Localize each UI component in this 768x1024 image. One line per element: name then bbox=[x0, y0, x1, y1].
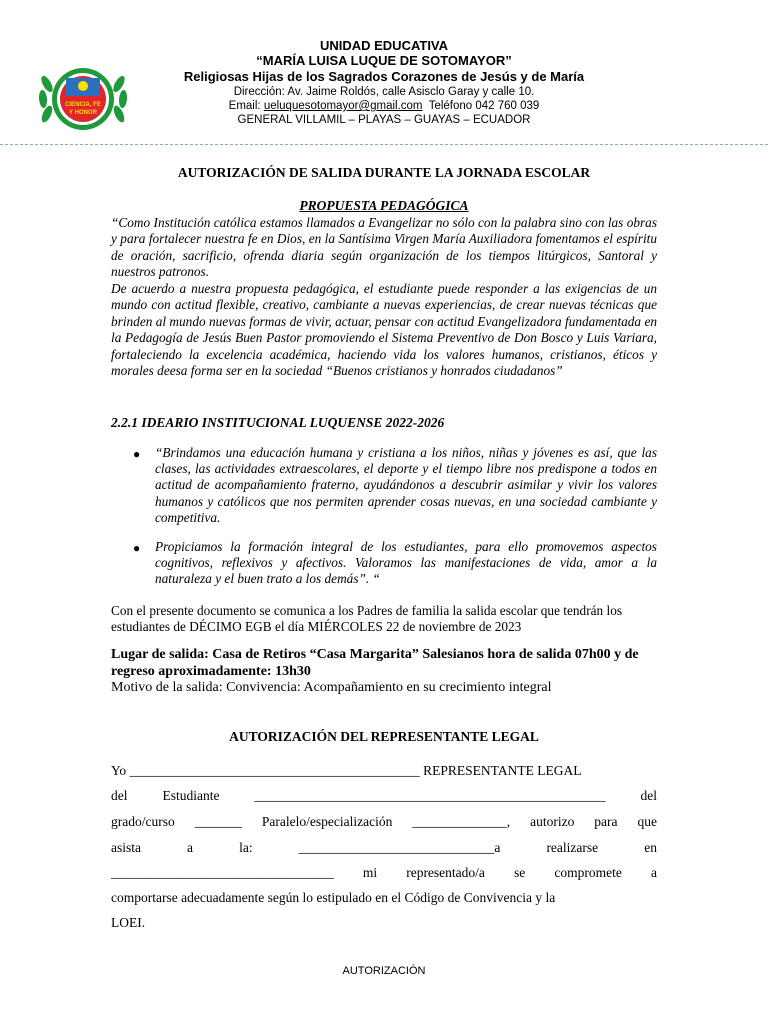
form-mi: mi bbox=[362, 865, 378, 880]
form-line-7: LOEI. bbox=[111, 915, 146, 930]
form-asista: asista bbox=[111, 840, 141, 855]
form-para: para bbox=[594, 814, 618, 829]
letterhead-location: GENERAL VILLAMIL – PLAYAS – GUAYAS – ECUADOR bbox=[237, 114, 531, 126]
logo-text-2: Y HONOR bbox=[69, 110, 97, 116]
form-yo: Yo bbox=[111, 763, 127, 778]
form-line-1 bbox=[111, 763, 657, 779]
form-line-3 bbox=[111, 814, 657, 830]
departure-info: Lugar de salida: Casa de Retiros “Casa Margarita” Salesianos hora de salida 07h00 y de regreso aproximadamente: 13h30 bbox=[111, 647, 639, 679]
letterhead-address: Dirección: Av. Jaime Roldós, calle Asisclo Garay y calle 10. bbox=[233, 86, 535, 98]
form-autorizo: autorizo bbox=[530, 814, 575, 829]
form-que: que bbox=[637, 814, 657, 829]
bullet-item-2: Propiciamos la formación integral de los estudiantes, para ello promovemos aspectos cognitivos, reflexivos y afectivos. Valoramos las manifestaciones de vida, amor a la naturaleza y el buen trato a los demás”. “ bbox=[155, 539, 657, 587]
letterhead-congregation: Religiosas Hijas de los Sagrados Corazones de Jesús y de María bbox=[183, 69, 585, 84]
form-representante: REPRESENTANTE LEGAL bbox=[423, 763, 582, 778]
letterhead bbox=[0, 38, 768, 127]
grade-blank[interactable]: _______ bbox=[194, 814, 242, 829]
form-line-5 bbox=[111, 865, 657, 881]
form-realizarse: realizarse bbox=[546, 840, 599, 855]
bullet-item-1: “Brindamos una educación humana y cristiana a los niños, niñas y jóvenes es así, que las clases, las actividades extraescolares, el deporte y el tiempo libre nos predispone a todos en actitud de acompañamiento fraterno, ayudándonos a descubrir asimilar y vivir los valores humanos y católicos que nos permiten aprender cosas nuevas, en una sociedad cambiante y competitiva. bbox=[155, 445, 657, 525]
form-la: la: bbox=[239, 840, 253, 855]
form-a: a bbox=[187, 840, 194, 855]
form-compromete: compromete bbox=[554, 865, 622, 880]
representative-name-blank[interactable]: ___________________________________________ bbox=[129, 763, 420, 778]
paragraph-2: De acuerdo a nuestra propuesta pedagógica, el estudiante puede responder a las exigencias de un mundo con actitud flexible, creativo, cambiante a nuevas experiencias, de crear nuevas técnicas que brinden al mundo nuevas formas de vivir, actuar, pensar con actitud Evangelizadora fundamentada en la Pedagogía de Jesús Buen Pastor promoviendo el Sistema Preventivo de Don Bosco y Luis Variara, fortaleciendo la excelencia académica, haciendo vida los valores humanos, cristianos, éticos y morales deesa forma ser en la sociedad “Buenos cristianos y honrados ciudadanos” bbox=[111, 281, 657, 379]
form-line-4 bbox=[111, 840, 657, 856]
form-line-2 bbox=[111, 788, 657, 804]
pedagogical-proposal-heading: PROPUESTA PEDAGÓGICA bbox=[299, 198, 469, 213]
form-se: se bbox=[514, 865, 526, 880]
header-divider bbox=[0, 144, 768, 145]
footer-label: AUTORIZACIÓN bbox=[342, 965, 426, 977]
place-blank[interactable]: _____________________________a bbox=[298, 840, 501, 855]
phone-text: Teléfono 042 760 039 bbox=[422, 100, 540, 112]
legal-representative-title: AUTORIZACIÓN DEL REPRESENTANTE LEGAL bbox=[229, 729, 539, 744]
notice-paragraph: Con el presente documento se comunica a los Padres de familia la salida escolar que tendrán los estudiantes de DÉCIMO EGB el día MIÉRCOLES 22 de noviembre de 2023 bbox=[111, 603, 623, 635]
document-title: AUTORIZACIÓN DE SALIDA DURANTE LA JORNADA ESCOLAR bbox=[177, 165, 591, 180]
form-paralelo: Paralelo/especialización bbox=[261, 814, 393, 829]
bullet-icon: ● bbox=[133, 541, 141, 555]
student-name-blank[interactable]: ____________________________________________________ bbox=[254, 788, 606, 803]
form-estudiante: Estudiante bbox=[162, 788, 220, 803]
form-representado: representado/a bbox=[406, 865, 485, 880]
letterhead-contact bbox=[0, 99, 768, 113]
form-del-2: del bbox=[640, 788, 657, 803]
paragraph-1: “Como Institución católica estamos llamados a Evangelizar no sólo con la palabra sino con las obras y para fortalecer nuestra fe en Dios, en la Santísima Virgen María Auxiliadora fomentamos el espíritu de oración, sacrificio, ofrenda diaria según organización de los tiempos litúrgicos, Santoral y nuestros patronos. bbox=[111, 215, 657, 280]
logo-text-1: CIENCIA, FE bbox=[65, 102, 101, 108]
bullet-icon: ● bbox=[133, 447, 141, 461]
form-a-2: a bbox=[650, 865, 657, 880]
section-blank[interactable]: ______________, bbox=[412, 814, 511, 829]
email-link[interactable]: ueluquesotomayor@gmail.com bbox=[263, 100, 423, 112]
form-line-6: comportarse adecuadamente según lo estipulado en el Código de Convivencia y la bbox=[111, 890, 556, 905]
trip-reason: Motivo de la salida: Convivencia: Acompañamiento en su crecimiento integral bbox=[111, 680, 552, 695]
ideario-heading: 2.2.1 IDEARIO INSTITUCIONAL LUQUENSE 2022-2026 bbox=[111, 415, 445, 430]
form-grado: grado/curso bbox=[111, 814, 175, 829]
form-del: del bbox=[111, 788, 128, 803]
letterhead-school-name: “MARÍA LUISA LUQUE DE SOTOMAYOR” bbox=[256, 53, 512, 68]
email-prefix: Email: bbox=[228, 100, 264, 112]
form-en: en bbox=[644, 840, 657, 855]
date-blank[interactable]: _________________________________ bbox=[111, 865, 334, 880]
letterhead-line-1: UNIDAD EDUCATIVA bbox=[319, 38, 449, 53]
